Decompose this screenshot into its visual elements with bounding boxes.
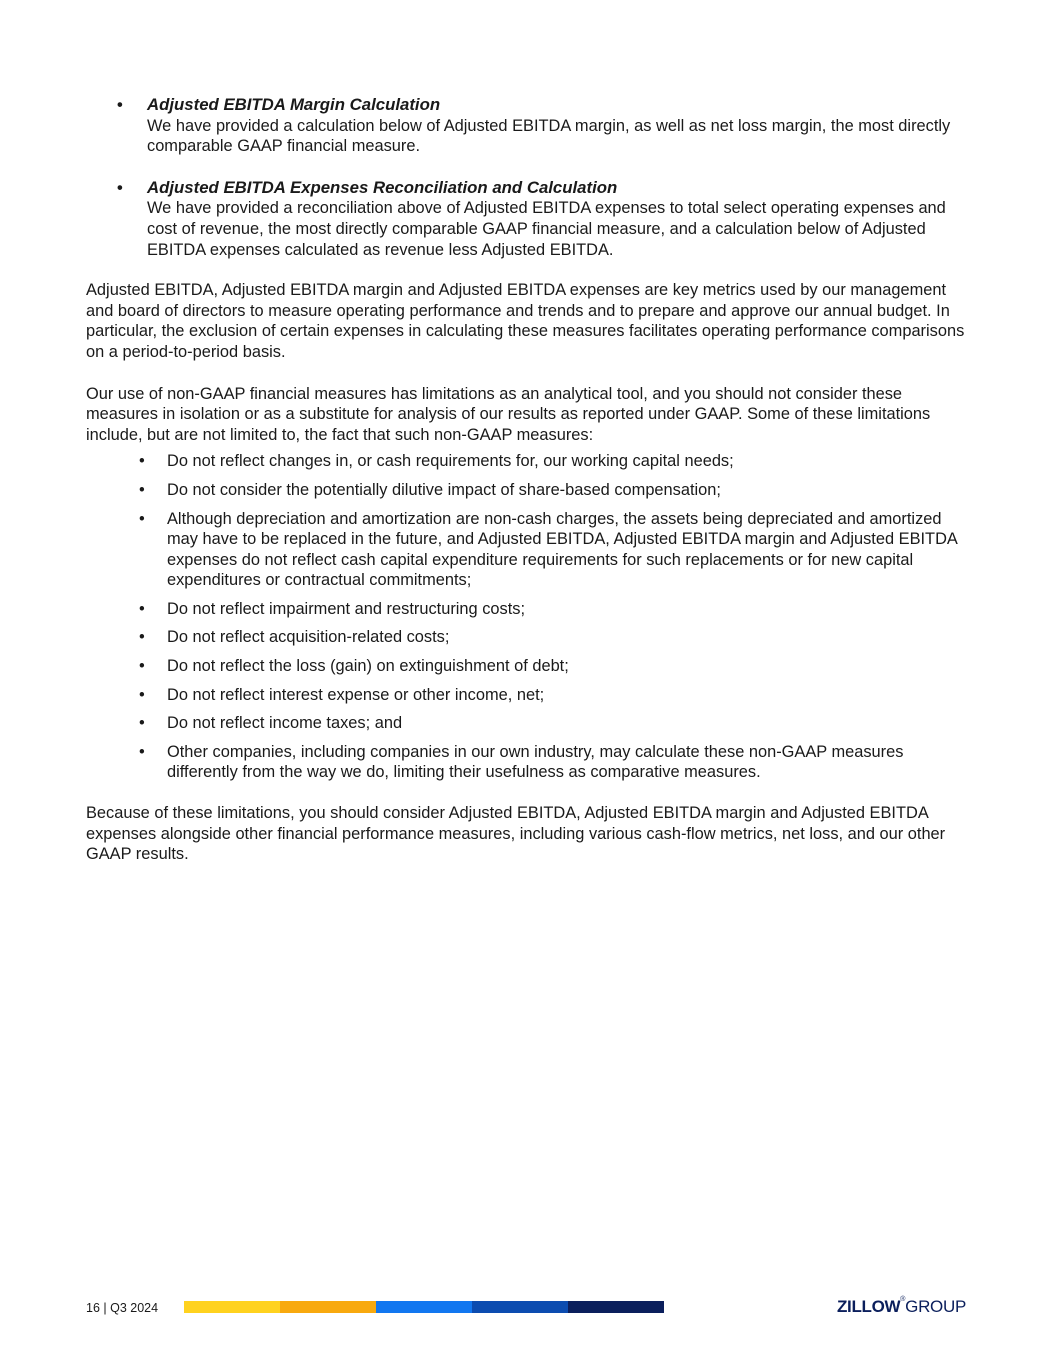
list-item-text: Do not reflect interest expense or other income, net;	[167, 685, 545, 704]
list-item	[86, 713, 976, 734]
list-item-text: Do not reflect impairment and restructuring costs;	[167, 599, 526, 618]
color-bar-segment	[376, 1301, 472, 1313]
list-item-text: Do not reflect acquisition-related costs;	[167, 628, 450, 647]
list-item	[86, 656, 976, 677]
method-list	[86, 95, 976, 260]
list-item-text: Do not reflect changes in, or cash requirements for, our working capital needs;	[167, 452, 734, 471]
method-item	[86, 95, 976, 157]
bullet: •	[139, 452, 145, 471]
list-item-text: Do not reflect income taxes; and	[167, 714, 403, 733]
logo-trademark: ®	[900, 1296, 906, 1303]
color-bar-segment	[472, 1301, 568, 1313]
list-item-text: Other companies, including companies in our own industry, may calculate these non-GAAP measures differently from the way we do, limiting their usefulness as comparative measures.	[167, 742, 904, 782]
bullet: •	[139, 714, 145, 733]
list-item	[86, 509, 976, 591]
limitations-intro-paragraph: Our use of non-GAAP financial measures has limitations as an analytical tool, and you should not consider these measures in isolation or as a substitute for analysis of our results as reported under GAAP. Some of these limitations include, but are not limited to, the fact that such non-GAAP measures:	[86, 384, 931, 444]
bullet: •	[139, 657, 145, 676]
list-item	[86, 451, 976, 472]
limitations-list	[86, 451, 976, 783]
document-body	[86, 95, 976, 886]
bullet: •	[139, 599, 145, 618]
logo-rest-text: GROUP	[905, 1297, 966, 1316]
page-footer	[86, 1296, 966, 1320]
list-item	[86, 627, 976, 648]
list-item	[86, 742, 976, 783]
bullet: •	[139, 509, 145, 528]
bullet: •	[139, 480, 145, 499]
color-bar-segment	[568, 1301, 664, 1313]
section-heading: Adjusted EBITDA Margin Calculation	[147, 95, 441, 114]
section-heading: Adjusted EBITDA Expenses Reconciliation and Calculation	[147, 177, 618, 197]
section-text: We have provided a reconciliation above of Adjusted EBITDA expenses to total select operating expenses and cost of revenue, the most directly comparable GAAP financial measure, and a calculation below of Adjusted EBITDA expenses calculated as revenue less Adjusted EBITDA.	[147, 199, 946, 259]
conclusion-paragraph: Because of these limitations, you should consider Adjusted EBITDA, Adjusted EBITDA margin and Adjusted EBITDA expenses alongside other financial performance measures, including various cash-flow metrics, net loss, and our other GAAP results.	[86, 804, 946, 864]
bullet: •	[117, 96, 123, 114]
bullet: •	[139, 685, 145, 704]
bullet: •	[117, 178, 123, 197]
color-bar-segment	[184, 1301, 280, 1313]
bullet: •	[139, 628, 145, 647]
list-item	[86, 685, 976, 706]
method-item	[86, 178, 976, 260]
list-item-text: Although depreciation and amortization are non-cash charges, the assets being depreciated and amortized may have to be replaced in the future, and Adjusted EBITDA, Adjusted EBITDA margin and Adjusted EBITDA expenses do not reflect cash capital expenditure requirements for such replacements or for new capital expenditures or contractual commitments;	[167, 509, 957, 590]
bullet: •	[139, 742, 145, 761]
list-item-text: Do not reflect the loss (gain) on extinguishment of debt;	[167, 657, 569, 676]
color-bar-segment	[280, 1301, 376, 1313]
section-text: We have provided a calculation below of Adjusted EBITDA margin, as well as net loss margin, the most directly comparable GAAP financial measure.	[147, 116, 951, 156]
page-number-label: 16 | Q3 2024	[86, 1301, 159, 1315]
metrics-paragraph: Adjusted EBITDA, Adjusted EBITDA margin and Adjusted EBITDA expenses are key metrics used by our management and board of directors to measure operating performance and trends and to prepare and approve our annual budget. In particular, the exclusion of certain expenses in calculating these measures facilitates operating performance comparisons on a period-to-period basis.	[86, 281, 965, 361]
brand-color-bar	[184, 1301, 664, 1313]
list-item	[86, 480, 976, 501]
zillow-group-logo	[837, 1297, 966, 1317]
list-item-text: Do not consider the potentially dilutive impact of share-based compensation;	[167, 480, 721, 499]
logo-bold-text: ZILLOW	[836, 1297, 901, 1316]
list-item	[86, 599, 976, 620]
